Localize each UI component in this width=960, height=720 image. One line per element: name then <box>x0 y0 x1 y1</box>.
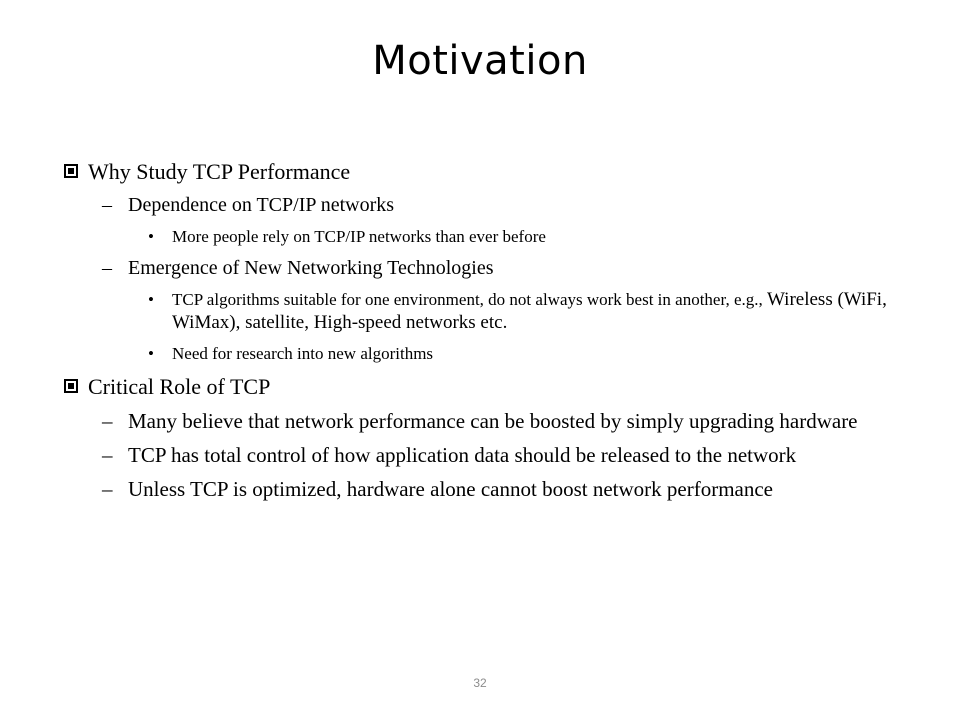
bullet-item-label: Need for research into new algorithms <box>172 344 434 363</box>
dash-bullet-icon: – <box>102 194 112 216</box>
bullet-item-rely <box>62 225 902 248</box>
dash-bullet-icon: – <box>102 477 113 501</box>
section-heading-why-study <box>62 158 902 185</box>
sub-item-label: Dependence on TCP/IP networks <box>128 194 395 216</box>
bullet-item-emphasis: Wireless (WiFi, WiMax), satellite, High-speed networks etc. <box>172 289 887 333</box>
checkbox-bullet-icon <box>64 164 78 178</box>
bullet-item-research <box>62 342 902 365</box>
section-heading-critical-role <box>62 373 902 400</box>
sub-item-believe <box>62 409 902 434</box>
checkbox-bullet-icon <box>64 379 78 393</box>
sub-item-label: Emergence of New Networking Technologies <box>128 257 494 279</box>
section-heading-label: Critical Role of TCP <box>88 374 271 399</box>
dot-bullet-icon: • <box>148 290 154 309</box>
sub-item-emergence <box>62 256 902 280</box>
slide-body <box>62 150 902 502</box>
bullet-item-algorithms <box>62 288 902 334</box>
dot-bullet-icon: • <box>148 227 154 246</box>
dash-bullet-icon: – <box>102 443 113 467</box>
dash-bullet-icon: – <box>102 257 112 279</box>
dot-bullet-icon: • <box>148 344 154 363</box>
slide-title: Motivation <box>372 38 588 84</box>
bullet-item-label: More people rely on TCP/IP networks than ever before <box>172 227 546 246</box>
bullet-item-label: TCP algorithms suitable for one environment, do not always work best in another, e.g., <box>172 290 767 309</box>
sub-item-optimized <box>62 477 902 502</box>
sub-item-total-control <box>62 443 902 468</box>
dash-bullet-icon: – <box>102 409 113 433</box>
sub-item-label: TCP has total control of how application data should be released to the network <box>128 443 797 467</box>
section-heading-label: Why Study TCP Performance <box>88 159 351 184</box>
page-number: 32 <box>473 676 487 690</box>
sub-item-dependence <box>62 193 902 217</box>
sub-item-label: Unless TCP is optimized, hardware alone cannot boost network performance <box>128 477 773 501</box>
sub-item-label: Many believe that network performance can be boosted by simply upgrading hardware <box>128 409 858 433</box>
